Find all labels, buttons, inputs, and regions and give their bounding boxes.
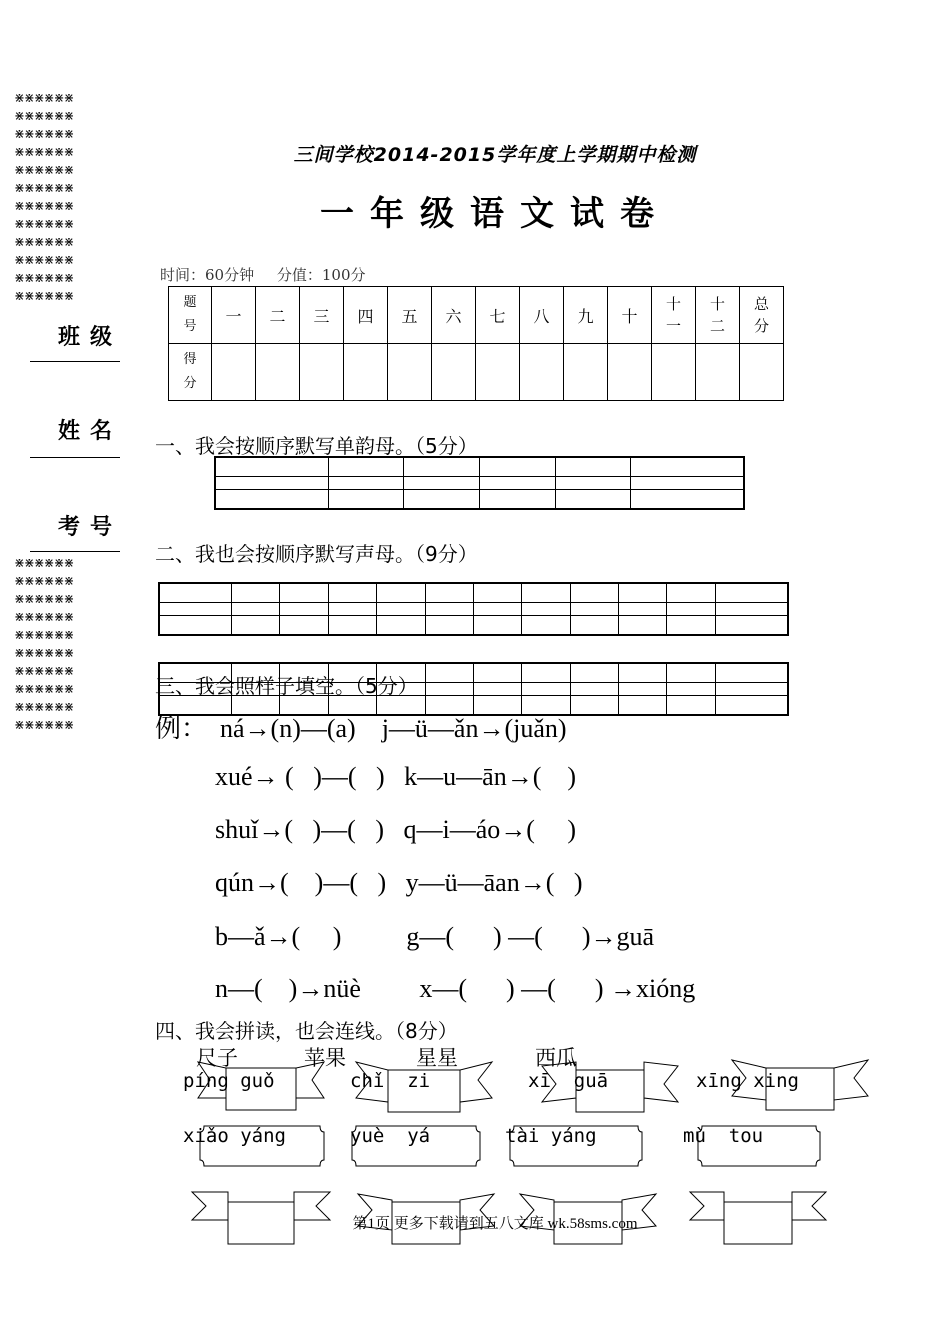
- score-cell[interactable]: [388, 344, 432, 401]
- grid-cell[interactable]: [328, 477, 404, 490]
- fill-line-4[interactable]: b—ǎ→( ) g—( ) —( )→guā: [215, 922, 655, 951]
- score-cell[interactable]: [344, 344, 388, 401]
- grid-cell[interactable]: [522, 683, 570, 696]
- score-col-header: 六: [432, 287, 476, 344]
- grid-cell[interactable]: [715, 683, 788, 696]
- score-col-header: 十: [608, 287, 652, 344]
- pinyin-6: yuè yá: [350, 1125, 431, 1147]
- grid-cell[interactable]: [667, 583, 715, 603]
- score-col-header: 十 一: [652, 287, 696, 344]
- grid-cell[interactable]: [631, 490, 744, 510]
- grid-cell[interactable]: [215, 457, 328, 477]
- id-line[interactable]: [30, 551, 120, 552]
- section-2-title: 二、我也会按顺序默写声母。（9分）: [155, 542, 478, 566]
- word-1: 尺子: [196, 1046, 238, 1070]
- score-cell[interactable]: [476, 344, 520, 401]
- time-info: 时间：60分钟: [160, 266, 255, 284]
- name-line[interactable]: [30, 457, 120, 458]
- class-label: 班级: [58, 325, 123, 350]
- fill-line-2[interactable]: shuǐ→( )—( ) q—i—áo→( ): [215, 815, 577, 844]
- fill-line-3[interactable]: qún→( )—( ) y—ü—āan→( ): [215, 868, 583, 897]
- grid-cell[interactable]: [232, 616, 280, 636]
- score-col-header: 十 二: [696, 287, 740, 344]
- grid-cell[interactable]: [522, 583, 570, 603]
- grid-cell[interactable]: [215, 490, 328, 510]
- score-col-header: 一: [212, 287, 256, 344]
- grid-cell[interactable]: [619, 663, 667, 683]
- id-label: 考号: [58, 515, 123, 540]
- grid-cell[interactable]: [570, 683, 618, 696]
- grid-cell[interactable]: [404, 477, 480, 490]
- grid-cell[interactable]: [425, 603, 473, 616]
- grid-cell[interactable]: [619, 616, 667, 636]
- consonant-writing-grid-1[interactable]: [158, 582, 789, 636]
- pinyin-8: mù tou: [683, 1125, 764, 1147]
- score-col-header: 五: [388, 287, 432, 344]
- grid-cell[interactable]: [555, 457, 631, 477]
- fill-line-5[interactable]: n—( )→nüè x—( ) —( ) →xióng: [215, 974, 696, 1003]
- score-col-header: 七: [476, 287, 520, 344]
- grid-cell[interactable]: [715, 696, 788, 716]
- grid-cell[interactable]: [377, 616, 425, 636]
- grid-cell[interactable]: [522, 616, 570, 636]
- grid-cell[interactable]: [377, 603, 425, 616]
- score-cell[interactable]: [300, 344, 344, 401]
- grid-cell[interactable]: [328, 616, 376, 636]
- grid-cell[interactable]: [328, 603, 376, 616]
- score-cell[interactable]: [652, 344, 696, 401]
- grid-cell[interactable]: [159, 583, 232, 603]
- grid-cell[interactable]: [377, 583, 425, 603]
- score-col-header: 九: [564, 287, 608, 344]
- grid-cell[interactable]: [232, 583, 280, 603]
- example-line: 例： ná→(n)—(a) j—ü—ǎn→(juǎn): [155, 714, 567, 743]
- score-cell[interactable]: [520, 344, 564, 401]
- grid-cell[interactable]: [280, 616, 328, 636]
- grid-cell[interactable]: [619, 696, 667, 716]
- grid-cell[interactable]: [619, 603, 667, 616]
- grid-cell[interactable]: [667, 603, 715, 616]
- grid-cell[interactable]: [570, 696, 618, 716]
- word-4: 西瓜: [535, 1046, 577, 1070]
- grid-cell[interactable]: [425, 583, 473, 603]
- grid-cell[interactable]: [328, 457, 404, 477]
- side-pattern-top: ⋇⋇⋇⋇⋇⋇ ⋇⋇⋇⋇⋇⋇ ⋇⋇⋇⋇⋇⋇ ⋇⋇⋇⋇⋇⋇ ⋇⋇⋇⋇⋇⋇ ⋇⋇⋇⋇⋇⋇ ⋇⋇⋇⋇⋇⋇ ⋇⋇⋇⋇⋇⋇ ⋇⋇⋇⋇⋇⋇ ⋇⋇⋇⋇⋇⋇ ⋇⋇⋇⋇⋇⋇ ⋇⋇⋇⋇⋇⋇: [14, 91, 74, 304]
- grid-cell[interactable]: [715, 583, 788, 603]
- score-cell[interactable]: [256, 344, 300, 401]
- score-cell[interactable]: [740, 344, 784, 401]
- pinyin-7: tài yáng: [505, 1125, 597, 1147]
- section-3-title: 三、我会照样子填空。（5分）: [155, 674, 418, 698]
- grid-cell[interactable]: [159, 616, 232, 636]
- fill-line-1[interactable]: xué→ ( )—( ) k—u—ān→( ): [215, 762, 577, 791]
- score-table-row1-header: 题 号: [169, 287, 212, 344]
- score-cell[interactable]: [608, 344, 652, 401]
- section-4-title: 四、我会拼读，也会连线。（8分）: [155, 1019, 458, 1043]
- grid-cell[interactable]: [667, 616, 715, 636]
- grid-cell[interactable]: [473, 603, 521, 616]
- score-col-header: 总 分: [740, 287, 784, 344]
- word-3: 星星: [416, 1046, 458, 1070]
- grid-cell[interactable]: [215, 477, 328, 490]
- name-label: 姓名: [58, 419, 123, 444]
- score-cell[interactable]: [696, 344, 740, 401]
- school-title: 三间学校2014-2015学年度上学期期中检测: [293, 144, 697, 166]
- grid-cell[interactable]: [473, 683, 521, 696]
- pinyin-1: píng guǒ: [183, 1070, 275, 1092]
- grid-cell[interactable]: [522, 663, 570, 683]
- grid-cell[interactable]: [425, 683, 473, 696]
- pinyin-4: xīng xing: [696, 1070, 799, 1092]
- grid-cell[interactable]: [715, 663, 788, 683]
- grid-cell[interactable]: [570, 616, 618, 636]
- score-cell[interactable]: [564, 344, 608, 401]
- grid-cell[interactable]: [715, 603, 788, 616]
- grid-cell[interactable]: [328, 490, 404, 510]
- grid-cell[interactable]: [479, 457, 555, 477]
- grid-cell[interactable]: [473, 663, 521, 683]
- grid-cell[interactable]: [570, 583, 618, 603]
- page-footer: 第1页 更多下载请到五八文库 wk.58sms.com: [352, 1216, 638, 1232]
- score-col-header: 四: [344, 287, 388, 344]
- side-pattern-bottom: ⋇⋇⋇⋇⋇⋇ ⋇⋇⋇⋇⋇⋇ ⋇⋇⋇⋇⋇⋇ ⋇⋇⋇⋇⋇⋇ ⋇⋇⋇⋇⋇⋇ ⋇⋇⋇⋇⋇⋇ ⋇⋇⋇⋇⋇⋇ ⋇⋇⋇⋇⋇⋇ ⋇⋇⋇⋇⋇⋇ ⋇⋇⋇⋇⋇⋇: [14, 556, 74, 733]
- grid-cell[interactable]: [715, 616, 788, 636]
- grid-cell[interactable]: [473, 583, 521, 603]
- score-col-header: 三: [300, 287, 344, 344]
- grid-cell[interactable]: [555, 490, 631, 510]
- grid-cell[interactable]: [619, 683, 667, 696]
- grid-cell[interactable]: [404, 490, 480, 510]
- grid-cell[interactable]: [667, 663, 715, 683]
- grid-cell[interactable]: [479, 490, 555, 510]
- score-cell[interactable]: [212, 344, 256, 401]
- word-2: 苹果: [304, 1046, 346, 1070]
- vowel-writing-grid[interactable]: [214, 456, 745, 510]
- pinyin-3: xī guā: [528, 1070, 609, 1092]
- grid-cell[interactable]: [425, 663, 473, 683]
- grid-cell[interactable]: [667, 683, 715, 696]
- grid-cell[interactable]: [631, 477, 744, 490]
- grid-cell[interactable]: [667, 696, 715, 716]
- class-line[interactable]: [30, 361, 120, 362]
- pinyin-5: xiǎo yáng: [183, 1125, 286, 1147]
- grid-cell[interactable]: [425, 616, 473, 636]
- grid-cell[interactable]: [280, 583, 328, 603]
- grid-cell[interactable]: [631, 457, 744, 477]
- score-col-header: 八: [520, 287, 564, 344]
- grid-cell[interactable]: [328, 583, 376, 603]
- grid-cell[interactable]: [280, 603, 328, 616]
- section-1-title: 一、我会按顺序默写单韵母。（5分）: [155, 434, 478, 458]
- grid-cell[interactable]: [619, 583, 667, 603]
- score-table: [168, 286, 784, 401]
- grid-cell[interactable]: [479, 477, 555, 490]
- grid-cell[interactable]: [232, 603, 280, 616]
- exam-meta: [160, 264, 384, 285]
- grid-cell[interactable]: [570, 663, 618, 683]
- score-table-row2-header: 得 分: [169, 344, 212, 401]
- pinyin-2: chǐ zi: [350, 1070, 431, 1092]
- grid-cell[interactable]: [159, 603, 232, 616]
- grid-cell[interactable]: [473, 616, 521, 636]
- grid-cell[interactable]: [522, 603, 570, 616]
- score-cell[interactable]: [432, 344, 476, 401]
- score-info: 分值：100分: [276, 266, 366, 284]
- score-col-header: 二: [256, 287, 300, 344]
- exam-title: 一年级语文试卷: [320, 194, 670, 234]
- grid-cell[interactable]: [404, 457, 480, 477]
- grid-cell[interactable]: [570, 603, 618, 616]
- grid-cell[interactable]: [555, 477, 631, 490]
